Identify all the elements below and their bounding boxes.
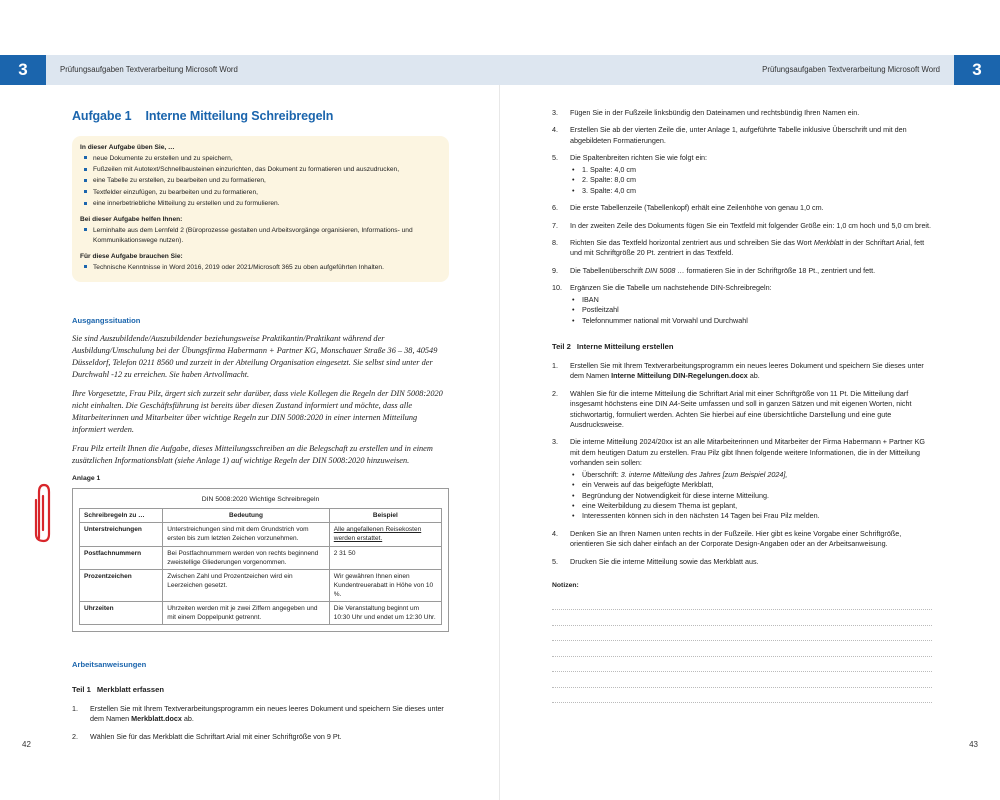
step-number: 3. [552,108,558,117]
list-item: • 1. Spalte: 4,0 cm [570,165,932,175]
step-number: 8. [552,237,558,247]
step-text-end: ab. [181,714,194,724]
table-cell: Uhrzeiten werden mit je zwei Ziffern angegeben und mit einem Doppelpunkt getrennt. [163,602,330,625]
list-item [552,389,932,431]
step-number: 2. [552,388,558,398]
table-cell: Zwischen Zahl und Prozentzeichen wird ein Leerzeichen gesetzt. [163,569,330,601]
note-line [552,657,932,673]
situation-paragraph: Ihre Vorgesetzte, Frau Pilz, ärgert sich zurzeit sehr darüber, dass viele Kollegen die Regeln der DIN 5008:2020 nicht einhalten. Die Geschäftsführung ist bereits über diesen Zustand informiert und möchte, dass alle Mitarbeiterinnen und Mitarbeiter über wichtige Regeln zur DIN 5008:2020 in einer internen Mitteilung informiert werden. [72,388,443,434]
step-text: Die erste Tabellenzeile (Tabellenkopf) erhält eine Zeilenhöhe von genau 1,0 cm. [570,203,824,213]
step-number: 1. [72,703,78,713]
step-number: 4. [552,528,558,538]
note-line [552,626,932,642]
notes-area [552,595,932,704]
list-item: eine innerbetriebliche Mitteilung zu erstellen und zu formulieren. [80,199,440,209]
step-text: In der zweiten Zeile des Dokuments fügen Sie ein Textfeld mit folgender Größe ein: 1,0 cm hoch und 5,0 cm breit. [570,220,932,230]
table-row [80,546,442,569]
list-item [72,732,449,742]
step-text: Richten Sie das Textfeld horizontal zentriert aus und schreiben Sie das Wort [570,237,814,247]
list-item [552,221,932,231]
list-item: • Interessenten können sich in den nächsten 14 Tagen bei Frau Pilz melden. [570,511,932,521]
list-item [552,108,932,118]
practice-list [80,154,440,209]
column-header: Beispiel [329,509,441,523]
rules-table [79,508,442,625]
annex-label: Anlage 1 [72,474,101,482]
annex-wrap [72,488,449,633]
step-text: Die Tabellenüberschrift [570,265,645,275]
table-header-row [80,509,442,523]
part2-number: Teil 2 [552,342,571,351]
list-item [552,529,932,550]
notes-label: Notizen: [552,582,579,590]
step-number: 6. [552,203,558,213]
intro-heading-practice: In dieser Aufgabe üben Sie, … [80,143,175,151]
part1-title: Merkblatt erfassen [96,684,164,694]
intro-heading-need: Für diese Aufgabe brauchen Sie: [80,252,183,260]
table-cell: Wir gewähren Ihnen einen Kundentreuerabatt in Höhe von 10 %. [329,569,441,601]
list-item: • IBAN [570,295,932,305]
annex-box [72,488,449,633]
step-text: Erstellen Sie ab der vierten Zeile die, unter Anlage 1, aufgeführte Tabelle inklusive Überschrift und mit den abgebildeten Formatierungen. [570,125,907,145]
note-line [552,610,932,626]
list-item: Technische Kenntnisse in Word 2016, 2019 oder 2021/Microsoft 365 zu oben aufgeführten Inhalten. [80,263,440,273]
part1-steps [72,704,449,742]
table-cell: 2 31 50 [329,546,441,569]
list-item: Fußzeilen mit Autotext/Schnellbausteinen einzurichten, das Dokument zu formatieren und auszudrucken, [80,165,440,175]
table-cell: Postfachnummern [80,546,163,569]
step-number: 3. [552,437,558,447]
step-text: Die Spaltenbreiten richten Sie wie folgt ein: [570,153,708,163]
step-text: Erstellen Sie mit Ihrem Textverarbeitungsprogramm ein neues leeres Dokument und speichern Sie dieses unter dem Namen [90,703,444,724]
list-item: • 2. Spalte: 8,0 cm [570,175,932,185]
list-item: • 3. Spalte: 4,0 cm [570,186,932,196]
page-number-left: 42 [22,740,31,749]
annex-title: DIN 5008:2020 Wichtige Schreibregeln [201,495,320,503]
step-number: 2. [72,731,78,741]
din-rules-list [570,295,932,326]
list-item: • Begründung der Notwendigkeit für diese interne Mitteilung. [570,491,932,501]
step-text: Ergänzen Sie die Tabelle um nachstehende DIN-Schreibregeln: [570,283,772,293]
list-item: • Telefonnummer national mit Vorwahl und Durchwahl [570,316,932,326]
situation-heading: Ausgangssituation [72,316,141,326]
situation-paragraph: Frau Pilz erteilt Ihnen die Aufgabe, dieses Mitteilungsschreiben an die Belegschaft zu erstellen und in einem zusätzlichen Informationsblatt (siehe Anlage 1) auf wichtige Regeln der DIN 5008:2020 hinzuweisen. [72,443,433,465]
step-text: Wählen Sie für die interne Mitteilung die Schriftart Arial mit einer Schriftgröße von 11 Pt. Die Mitteilung darf insgesamt höchstens eine DIN A4-Seite umfassen und soll in ganzen Sätzen und mit eigenen Worten, nicht stichwortartig, formuliert werden. Achten Sie hierbei auf eine übersichtliche Darstellung und eine gute Ausdrucksweise. [570,388,912,429]
list-item [552,437,932,522]
task-name: Interne Mitteilung Schreibregeln [145,109,334,123]
note-line [552,672,932,688]
step-text-end: in der Schriftart Arial, fett und mit Schriftgröße 20 Pt. zentriert in das Textfeld. [570,237,925,258]
instructions-heading: Arbeitsanweisungen [72,660,147,670]
chapter-number-left: 3 [0,55,46,85]
table-cell: Unterstreichungen sind mit dem Grundstrich vom ersten bis zum letzten Zeichen vorzunehmen. [163,523,330,546]
need-list [80,263,440,273]
note-line [552,641,932,657]
list-item [552,361,932,382]
step-emphasis: DIN 5008 … [644,265,685,275]
list-item: • eine Weiterbildung zu diesem Thema ist geplant, [570,501,932,511]
part1-steps-continued [552,108,932,326]
paperclip-icon [32,482,54,544]
memo-content-list [570,470,932,522]
step-number: 5. [552,556,558,566]
step-number: 9. [552,265,558,275]
table-cell: Uhrzeiten [80,602,163,625]
step-number: 10. [552,283,562,293]
right-page [552,108,932,703]
table-row [80,569,442,601]
list-item: neue Dokumente zu erstellen und zu speichern, [80,154,440,164]
intro-box [72,136,449,282]
part1-heading [72,685,449,696]
list-item: eine Tabelle zu erstellen, zu bearbeiten und zu formatieren, [80,176,440,186]
list-item: Textfelder einzufügen, zu bearbeiten und zu formatieren, [80,188,440,198]
item-label: Überschrift: [582,469,621,479]
task-number: Aufgabe 1 [72,109,132,123]
part2-heading [552,342,932,353]
part2-title: Interne Mitteilung erstellen [576,342,674,351]
step-filename: Interne Mitteilung DIN-Regelungen.docx [611,371,748,381]
table-cell: Die Veranstaltung beginnt um 10:30 Uhr und endet um 12:30 Uhr. [329,602,441,625]
step-text-end: ab. [747,371,760,381]
chapter-number-right: 3 [954,55,1000,85]
step-emphasis: Merkblatt [813,237,844,247]
left-page [72,100,449,749]
step-number: 7. [552,220,558,230]
step-text: Fügen Sie in der Fußzeile linksbündig den Dateinamen und rechtsbündig Ihren Namen ein. [570,108,860,117]
list-item [570,470,932,480]
running-head-left: Prüfungsaufgaben Textverarbeitung Microsoft Word [60,65,238,74]
table-cell: Unterstreichungen [80,523,163,546]
step-number: 1. [552,360,558,370]
list-item: • ein Verweis auf das beigefügte Merkblatt, [570,480,932,490]
table-cell: Prozentzeichen [80,569,163,601]
list-item [552,266,932,276]
running-head-right: Prüfungsaufgaben Textverarbeitung Microsoft Word [762,65,940,74]
list-item [552,238,932,259]
list-item [552,203,932,213]
list-item [552,153,932,196]
step-filename: Merkblatt.docx [131,714,182,724]
part1-number: Teil 1 [72,684,91,694]
table-cell: Bei Postfachnummern werden von rechts beginnend zweistellige Gliederungen vorgenommen. [163,546,330,569]
step-text: Drucken Sie die interne Mitteilung sowie das Merkblatt aus. [570,556,759,566]
intro-heading-help: Bei dieser Aufgabe helfen Ihnen: [80,216,183,224]
step-number: 5. [552,153,558,163]
column-width-list [570,165,932,196]
step-text: Wählen Sie für das Merkblatt die Schriftart Arial mit einer Schriftgröße von 9 Pt. [90,731,342,741]
list-item: • Postleitzahl [570,305,932,315]
page-number-right: 43 [969,740,978,749]
part2-steps [552,361,932,567]
column-header: Bedeutung [163,509,330,523]
note-line [552,595,932,611]
note-line [552,688,932,704]
gutter [499,85,500,800]
situation-paragraph: Sie sind Auszubildende/Auszubildender beziehungsweise Praktikantin/Praktikant während der Ausbildung/Umschulung bei der Übungsfirma Habermann + Partner KG, Monschauer Straße 36 – 38, 40549 Düsseldorf, Telefon 0211 8560 und zurzeit in der Abteilung Organisation eingesetzt. Sie selbst sind unter der Durchwahl -12 zu erreichen. Sie haben Artvollmacht. [72,333,438,379]
list-item [72,704,449,725]
list-item: Lerninhalte aus dem Lernfeld 2 (Büroprozesse gestalten und Arbeitsvorgänge organisieren, Informations- und Kommunikationswege nutzen). [80,226,440,246]
step-text: Denken Sie an Ihren Namen unten rechts in der Fußzeile. Hier gibt es keine Vorgabe einer Schriftgröße, orientieren Sie sich daher einfach an der Corporate Design-Angaben oder an der Arbeitsanweisung. [570,528,902,549]
step-number: 4. [552,125,558,135]
list-item [552,557,932,567]
table-cell: Alle angefallenen Reisekosten werden erstattet. [329,523,441,546]
list-item [552,283,932,326]
column-header: Schreibregeln zu … [80,509,163,523]
table-row [80,523,442,546]
step-text-end: formatieren Sie in der Schriftgröße 18 Pt., zentriert und fett. [684,265,876,275]
list-item [552,125,932,146]
task-title [72,108,449,126]
item-emphasis: 3. interne Mitteilung des Jahres [zum Beispiel 2024], [620,469,788,479]
help-list [80,226,440,246]
table-row [80,602,442,625]
step-text: Erstellen Sie mit Ihrem Textverarbeitungsprogramm ein neues leeres Dokument und speichern Sie dieses unter dem Namen [570,360,924,381]
step-text: Die interne Mitteilung 2024/20xx ist an alle Mitarbeiterinnen und Mitarbeiter der Firma Habermann + Partner KG mit dem heutigen Datum zu erstellen. Frau Pilz gibt Ihnen folgende weitere Informationen, die in der Mitteilung vorhanden sein sollen: [570,437,925,468]
